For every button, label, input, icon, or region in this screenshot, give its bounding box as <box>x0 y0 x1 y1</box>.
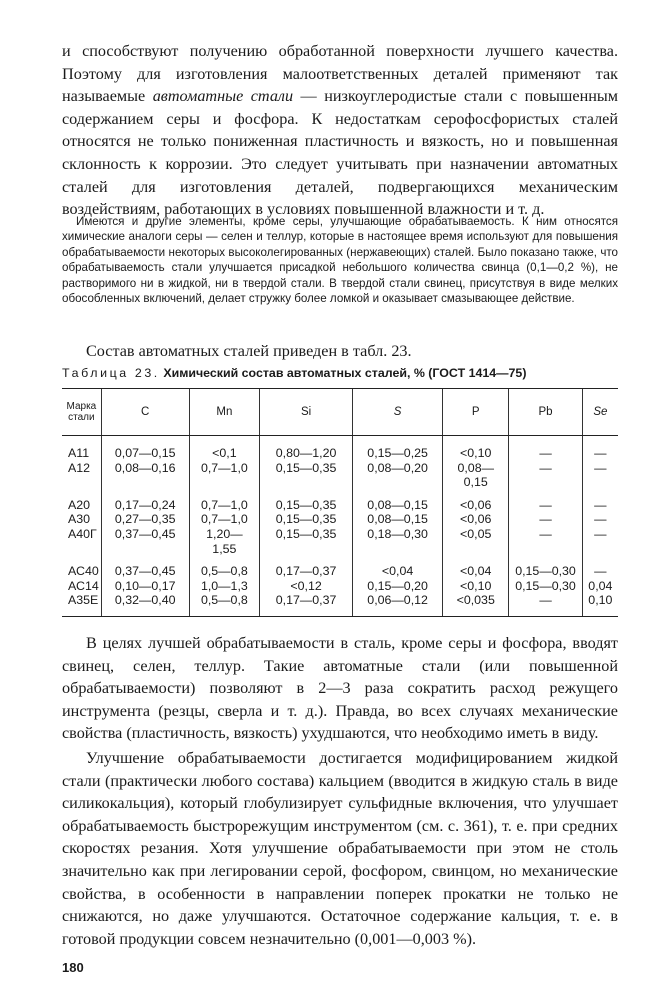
header-lead: Pb <box>509 389 582 436</box>
cell-lead: — — — <box>509 490 582 556</box>
cell-sulfur: 0,08—0,15 0,08—0,15 0,18—0,30 <box>353 490 443 556</box>
paragraph-intro <box>62 40 618 221</box>
cell-lead: — — <box>509 446 582 490</box>
table-caption <box>62 366 622 380</box>
table-label: Таблица 23. <box>62 366 160 380</box>
header-phosphorus: P <box>443 389 509 436</box>
header-silicon: Si <box>260 389 353 436</box>
paragraph-intro-start: и способствуют получению обработанной поверхности лучшего качества. Поэтому для изготовления малоответственных деталей применяют так называемые <box>62 42 618 106</box>
emphasis-automatic-steels: автоматные стали <box>152 87 294 106</box>
table-row <box>62 490 618 556</box>
chemical-composition-table <box>62 388 618 617</box>
table-title: Химический состав автоматных сталей, % (ГОСТ 1414—75) <box>163 366 527 380</box>
cell-phosphorus: <0,04 <0,10 <0,035 <box>443 556 509 616</box>
cell-carbon: 0,07—0,15 0,08—0,16 <box>101 446 189 490</box>
paragraph-intro-end: — низкоуглеродистые стали с повышенным содержанием серы и фосфора. К недостаткам серофосфористых сталей относятся не только пониженная пластичность и вязкость, но и повышенная склонность к коррозии. Это следует учитывать при назначении автоматных сталей для изготовления деталей, подвергающихся механическим воздействиям, работающих в условиях повышенной влажности и т. д. <box>62 87 619 219</box>
table-spacer-row <box>62 436 618 447</box>
cell-grade: АС40 АС14 А35Е <box>62 556 101 616</box>
cell-phosphorus: <0,06 <0,06 <0,05 <box>443 490 509 556</box>
cell-silicon: 0,15—0,35 0,15—0,35 0,15—0,35 <box>260 490 353 556</box>
cell-phosphorus: <0,10 0,08— 0,15 <box>443 446 509 490</box>
cell-selenium: — 0,04 0,10 <box>582 556 618 616</box>
header-grade: Марка стали <box>62 389 101 436</box>
paragraph-lead-additions: В целях лучшей обрабатываемости в сталь, кроме серы и фосфора, вводят свинец, селен, теллур. Такие автоматные стали (или повышенной обрабатываемости) позволяют в 2—3 раза сократить расход режущего инструмента (резцы, сверла и т. д.). Правда, во всех случаях механические свойства (пластичность, вязкость) ухудшаются, что необходимо иметь в виду. <box>62 634 618 743</box>
small-print-note: Имеются и другие элементы, кроме серы, улучшающие обрабатываемость. К ним относятся химические аналоги серы — селен и теллур, которые в настоящее время используют для повышения обрабатываемости некоторых высоколегированных (нержавеющих) сталей. Было показано также, что обрабатываемость стали улучшается присадкой небольшого количества свинца (0,1—0,2 %), не растворимого ни в жидкой, ни в твердой стали. В твердой стали свинец, присутствуя в виде мелких обособленных включений, делает стружку более ломкой и оказывает смазывающее действие. <box>62 215 618 306</box>
table-row <box>62 446 618 490</box>
cell-carbon: 0,17—0,24 0,27—0,35 0,37—0,45 <box>101 490 189 556</box>
cell-silicon: 0,80—1,20 0,15—0,35 <box>260 446 353 490</box>
cell-grade: А11 А12 <box>68 446 91 475</box>
cell-grade: А20 А30 А40Г <box>68 497 97 541</box>
cell-manganese: <0,1 0,7—1,0 <box>189 446 260 490</box>
cell-silicon: 0,17—0,37 <0,12 0,17—0,37 <box>260 556 353 616</box>
cell-lead: 0,15—0,30 0,15—0,30 — <box>509 556 582 616</box>
paragraph-calcium-modification: Улучшение обрабатываемости достигается модифицированием жидкой стали (практически любого состава) кальцием (вводится в жидкую сталь в виде силикокальция), который глобулизирует сульфидные включения, что улучшает обрабатываемость быстрорежущим инструментом (см. с. 361), т. е. при средних скоростях резания. Хотя улучшение обрабатываемости при этом не столь значительно как при легировании серой, фосфором, свинцом, но механические свойства, в особенности в направлении поперек прокатки не только не снижаются, но даже улучшаются. Остаточное содержание кальция, т. е. в готовой продукции совсем незначительно (0,001—0,003 %). <box>62 749 618 948</box>
header-carbon: C <box>101 389 189 436</box>
cell-manganese: 0,5—0,8 1,0—1,3 0,5—0,8 <box>189 556 260 616</box>
header-manganese: Mn <box>189 389 260 436</box>
cell-sulfur: <0,04 0,15—0,20 0,06—0,12 <box>353 556 443 616</box>
table-row <box>62 556 618 616</box>
header-sulfur: S <box>353 389 443 436</box>
cell-selenium: — — — <box>582 490 618 556</box>
cell-carbon: 0,37—0,45 0,10—0,17 0,32—0,40 <box>101 556 189 616</box>
cell-sulfur: 0,15—0,25 0,08—0,20 <box>353 446 443 490</box>
cell-manganese: 0,7—1,0 0,7—1,0 1,20— 1,55 <box>189 490 260 556</box>
page-number: 180 <box>62 960 84 975</box>
cell-selenium: — — <box>582 446 618 490</box>
table-header-row <box>62 389 618 436</box>
table-reference: Состав автоматных сталей приведен в табл. 23. <box>86 342 412 360</box>
header-selenium: Se <box>582 389 618 436</box>
